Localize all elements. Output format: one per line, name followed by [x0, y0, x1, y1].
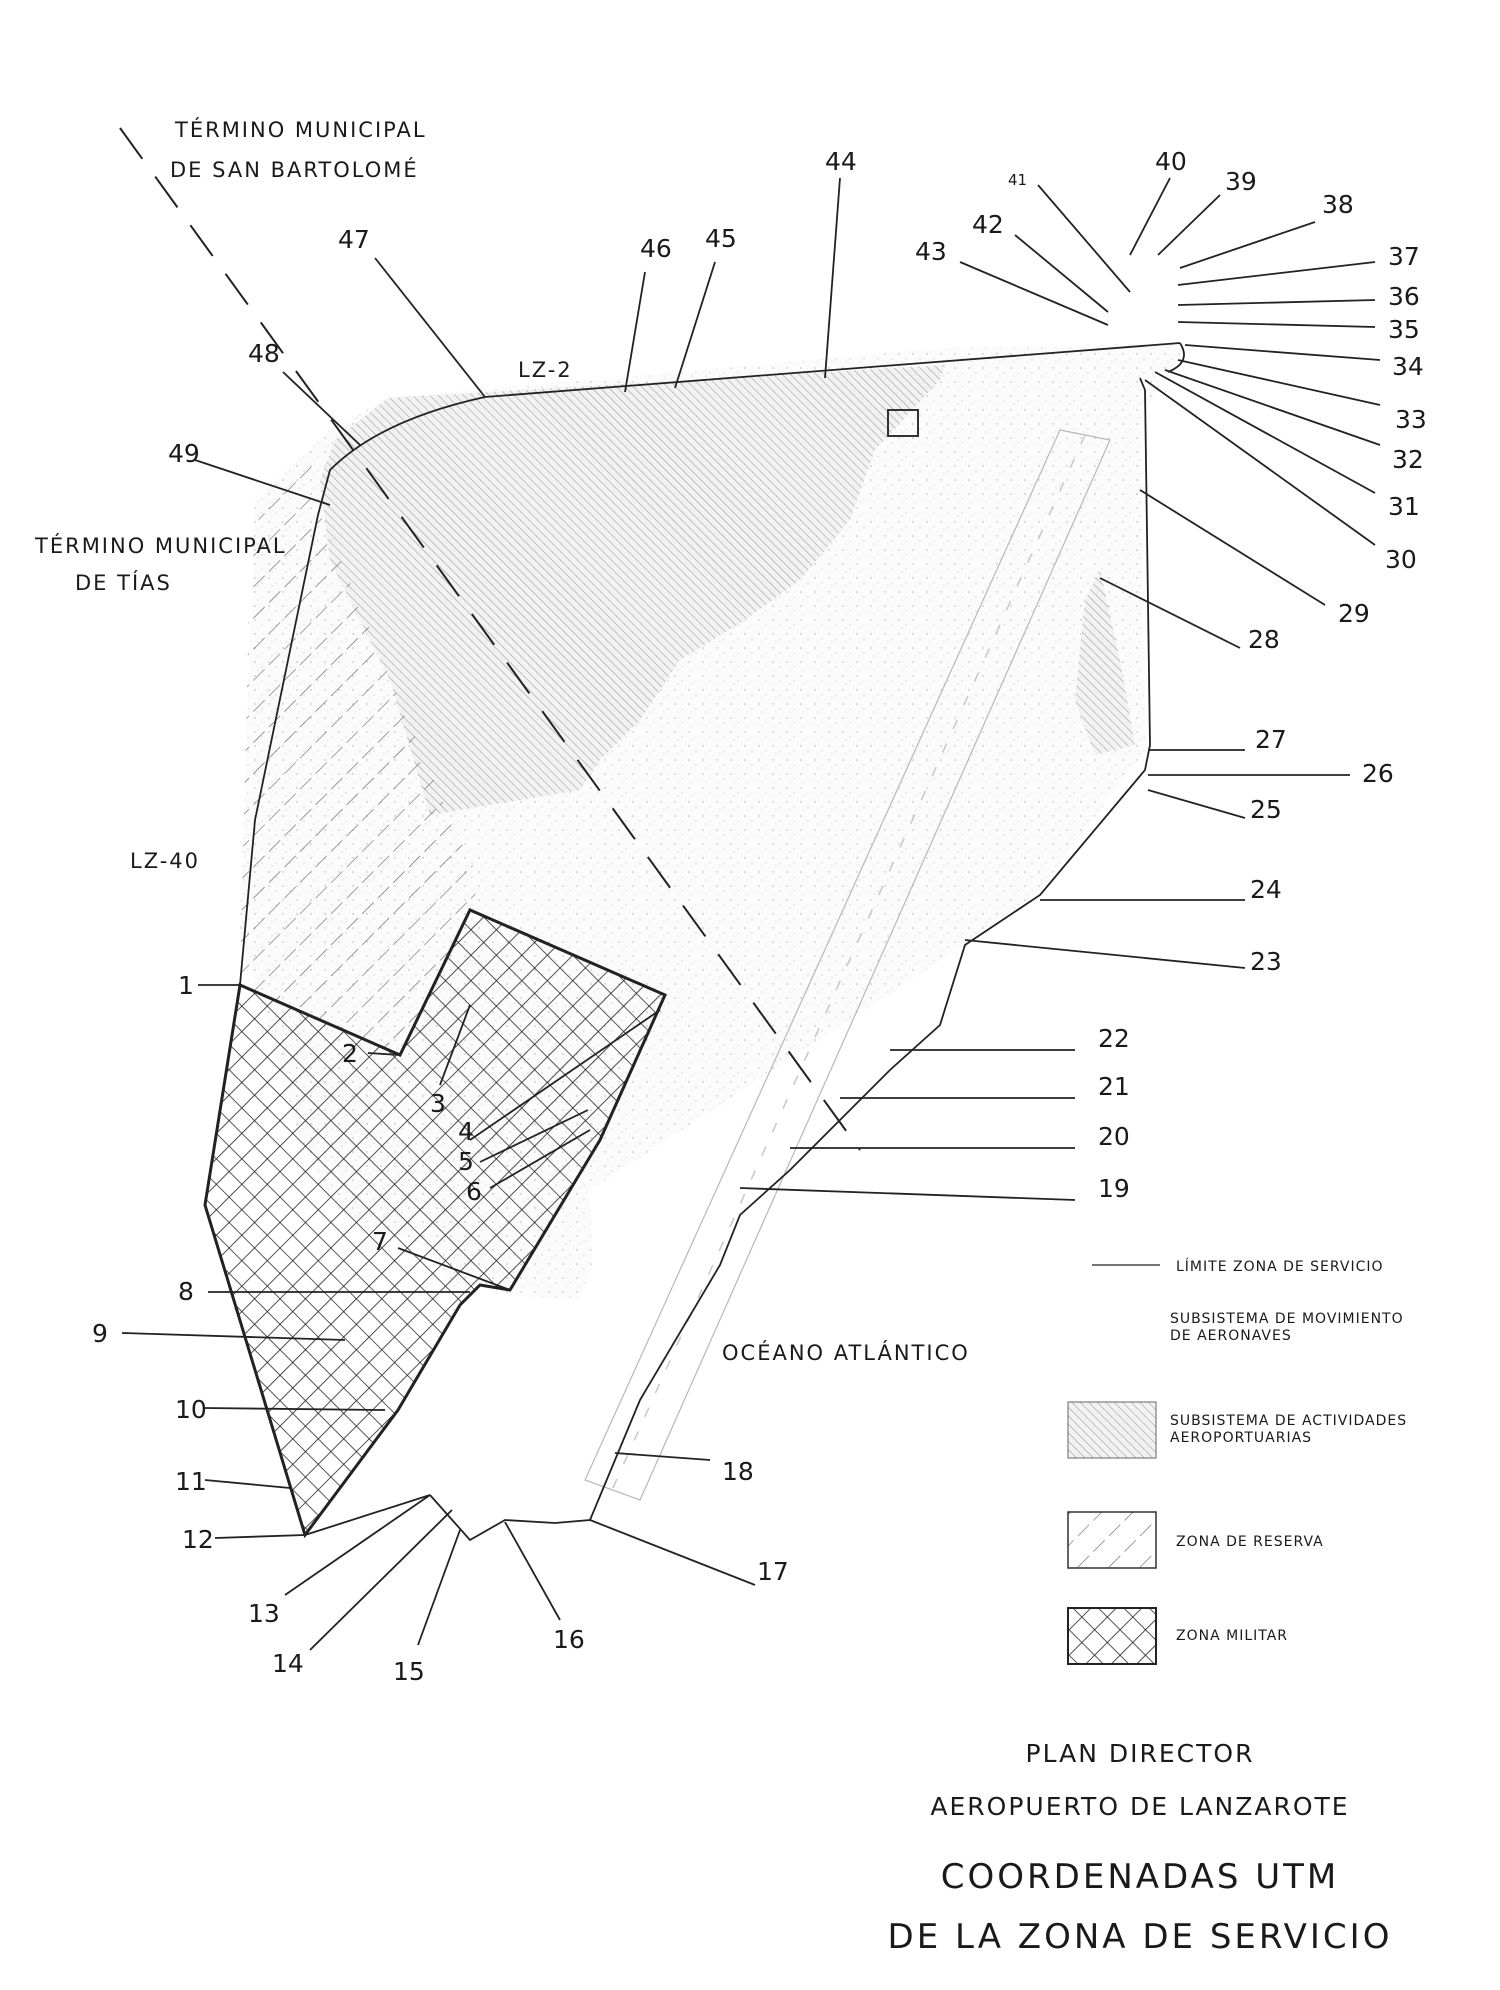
point-label-4: 4	[458, 1117, 474, 1146]
point-label-10: 10	[175, 1395, 207, 1424]
point-label-44: 44	[825, 147, 857, 176]
legend-reserve-label: ZONA DE RESERVA	[1176, 1534, 1324, 1550]
legend-military-label: ZONA MILITAR	[1176, 1628, 1289, 1644]
point-label-21: 21	[1098, 1072, 1130, 1101]
title-line-3: COORDENADAS UTM	[940, 1857, 1340, 1897]
point-label-11: 11	[175, 1467, 207, 1496]
point-label-16: 16	[553, 1625, 585, 1654]
title-line-2: AEROPUERTO DE LANZAROTE	[930, 1792, 1350, 1821]
point-label-30: 30	[1385, 545, 1417, 574]
point-label-9: 9	[92, 1319, 108, 1348]
point-label-22: 22	[1098, 1024, 1130, 1053]
point-label-25: 25	[1250, 795, 1282, 824]
point-label-27: 27	[1255, 725, 1287, 754]
legend-activities-label-2: AEROPORTUARIAS	[1170, 1430, 1313, 1446]
point-label-19: 19	[1098, 1174, 1130, 1203]
point-label-47: 47	[338, 225, 370, 254]
point-label-49: 49	[168, 439, 200, 468]
road-lz40-label: LZ-40	[130, 849, 201, 873]
title-line-1: PLAN DIRECTOR	[1025, 1739, 1255, 1768]
point-label-26: 26	[1362, 759, 1394, 788]
title-block	[888, 1739, 1393, 1957]
point-label-41: 41	[1008, 171, 1028, 189]
point-label-29: 29	[1338, 599, 1370, 628]
point-label-2: 2	[342, 1039, 358, 1068]
san-bartolome-label-1: TÉRMINO MUNICIPAL	[175, 118, 427, 142]
military-zone-area	[205, 910, 665, 1535]
tias-label-1: TÉRMINO MUNICIPAL	[35, 534, 287, 558]
point-label-37: 37	[1388, 242, 1420, 271]
point-label-48: 48	[248, 339, 280, 368]
point-label-36: 36	[1388, 282, 1420, 311]
point-label-15: 15	[393, 1657, 425, 1686]
legend-limit-label: LÍMITE ZONA DE SERVICIO	[1176, 1259, 1384, 1275]
legend-reserve-swatch	[1068, 1512, 1156, 1568]
point-label-20: 20	[1098, 1122, 1130, 1151]
point-label-5: 5	[458, 1147, 474, 1176]
title-line-4: DE LA ZONA DE SERVICIO	[887, 1917, 1393, 1957]
point-label-6: 6	[466, 1177, 482, 1206]
point-label-12: 12	[182, 1525, 214, 1554]
point-label-14: 14	[272, 1649, 304, 1678]
point-label-45: 45	[705, 224, 737, 253]
point-label-34: 34	[1392, 352, 1424, 381]
point-label-39: 39	[1225, 167, 1257, 196]
point-label-8: 8	[178, 1277, 194, 1306]
legend	[1068, 1258, 1407, 1664]
legend-movement-label-2: DE AERONAVES	[1170, 1328, 1292, 1344]
point-label-43: 43	[915, 237, 947, 266]
point-label-42: 42	[972, 210, 1004, 239]
point-label-1: 1	[178, 971, 194, 1000]
legend-military-swatch	[1068, 1608, 1156, 1664]
legend-movement-label-1: SUBSISTEMA DE MOVIMIENTO	[1170, 1311, 1404, 1327]
point-label-18: 18	[722, 1457, 754, 1486]
point-label-17: 17	[757, 1557, 789, 1586]
legend-activities-swatch	[1068, 1402, 1156, 1458]
point-label-38: 38	[1322, 190, 1354, 219]
point-label-46: 46	[640, 234, 672, 263]
tias-label-2: DE TÍAS	[75, 571, 172, 595]
road-lz2-label: LZ-2	[518, 358, 573, 382]
point-label-32: 32	[1392, 445, 1424, 474]
ocean-label: OCÉANO ATLÁNTICO	[722, 1341, 970, 1365]
point-label-31: 31	[1388, 492, 1420, 521]
point-label-7: 7	[372, 1227, 388, 1256]
legend-activities-label-1: SUBSISTEMA DE ACTIVIDADES	[1170, 1413, 1408, 1429]
point-label-40: 40	[1155, 147, 1187, 176]
point-label-23: 23	[1250, 947, 1282, 976]
point-label-28: 28	[1248, 625, 1280, 654]
point-label-3: 3	[430, 1089, 446, 1118]
point-label-24: 24	[1250, 875, 1282, 904]
point-label-13: 13	[248, 1599, 280, 1628]
point-label-33: 33	[1395, 405, 1427, 434]
point-label-35: 35	[1388, 315, 1420, 344]
san-bartolome-label-2: DE SAN BARTOLOMÉ	[170, 158, 419, 182]
